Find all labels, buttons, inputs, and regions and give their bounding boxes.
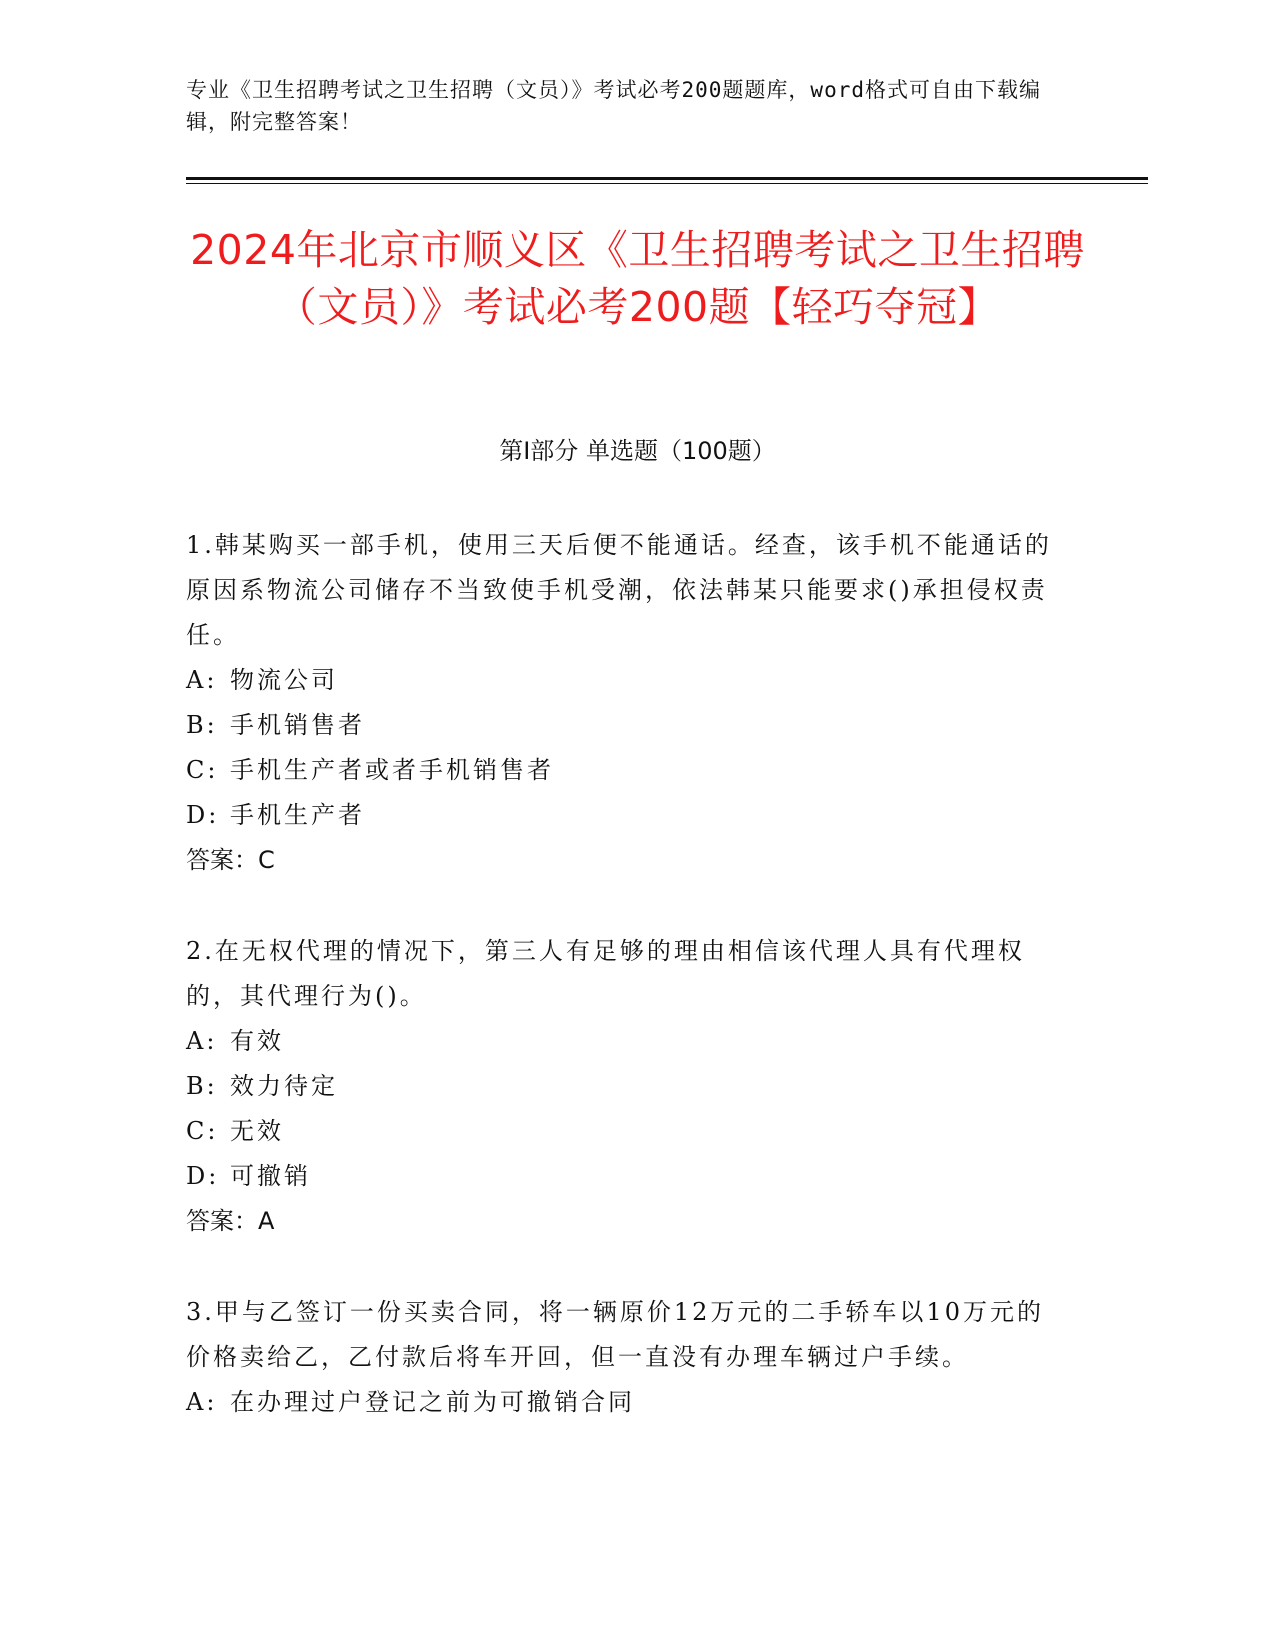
option-c [186, 1109, 1066, 1154]
option-a [186, 658, 1066, 703]
option-b [186, 703, 1066, 748]
header-divider-thick [186, 177, 1148, 180]
header-divider-thin [186, 183, 1148, 184]
option-text: 可撤销 [230, 1162, 311, 1190]
option-letter: A: [186, 1027, 218, 1055]
answer-line: 答案：A [186, 1207, 275, 1235]
option-letter: B: [186, 1072, 218, 1100]
option-d [186, 1154, 1066, 1199]
answer-line: 答案：C [186, 846, 275, 874]
question-list [186, 523, 1066, 1471]
option-letter: C: [186, 756, 219, 784]
question-stem: 2.在无权代理的情况下，第三人有足够的理由相信该代理人具有代理权的，其代理行为()。 [186, 937, 1025, 1010]
option-text: 无效 [230, 1117, 284, 1145]
option-text: 手机生产者或者手机销售者 [230, 756, 554, 784]
question-3 [186, 1290, 1066, 1425]
section-title: 第Ⅰ部分 单选题（100题） [499, 437, 776, 465]
option-text: 手机销售者 [230, 711, 365, 739]
option-b [186, 1064, 1066, 1109]
option-letter: B: [186, 711, 218, 739]
option-text: 手机生产者 [230, 801, 365, 829]
question-stem: 3.甲与乙签订一份买卖合同，将一辆原价12万元的二手轿车以10万元的价格卖给乙，乙付款后将车开回，但一直没有办理车辆过户手续。 [186, 1298, 1044, 1371]
question-2 [186, 929, 1066, 1244]
header-note: 专业《卫生招聘考试之卫生招聘（文员）》考试必考200题题库，word格式可自由下载编辑，附完整答案！ [186, 78, 1041, 134]
option-text: 物流公司 [230, 666, 338, 694]
document-title: 2024年北京市顺义区《卫生招聘考试之卫生招聘（文员）》考试必考200题【轻巧夺冠】 [190, 226, 1085, 331]
option-letter: D: [186, 801, 220, 829]
question-stem: 1.韩某购买一部手机，使用三天后便不能通话。经查，该手机不能通话的原因系物流公司储存不当致使手机受潮，依法韩某只能要求()承担侵权责任。 [186, 531, 1052, 649]
question-1 [186, 523, 1066, 883]
option-text: 效力待定 [230, 1072, 338, 1100]
option-text: 在办理过户登记之前为可撤销合同 [230, 1388, 635, 1416]
option-letter: C: [186, 1117, 219, 1145]
option-text: 有效 [230, 1027, 284, 1055]
option-c [186, 748, 1066, 793]
option-letter: A: [186, 666, 218, 694]
option-a [186, 1019, 1066, 1064]
option-a [186, 1380, 1066, 1425]
option-letter: A: [186, 1388, 218, 1416]
option-letter: D: [186, 1162, 220, 1190]
option-d [186, 793, 1066, 838]
